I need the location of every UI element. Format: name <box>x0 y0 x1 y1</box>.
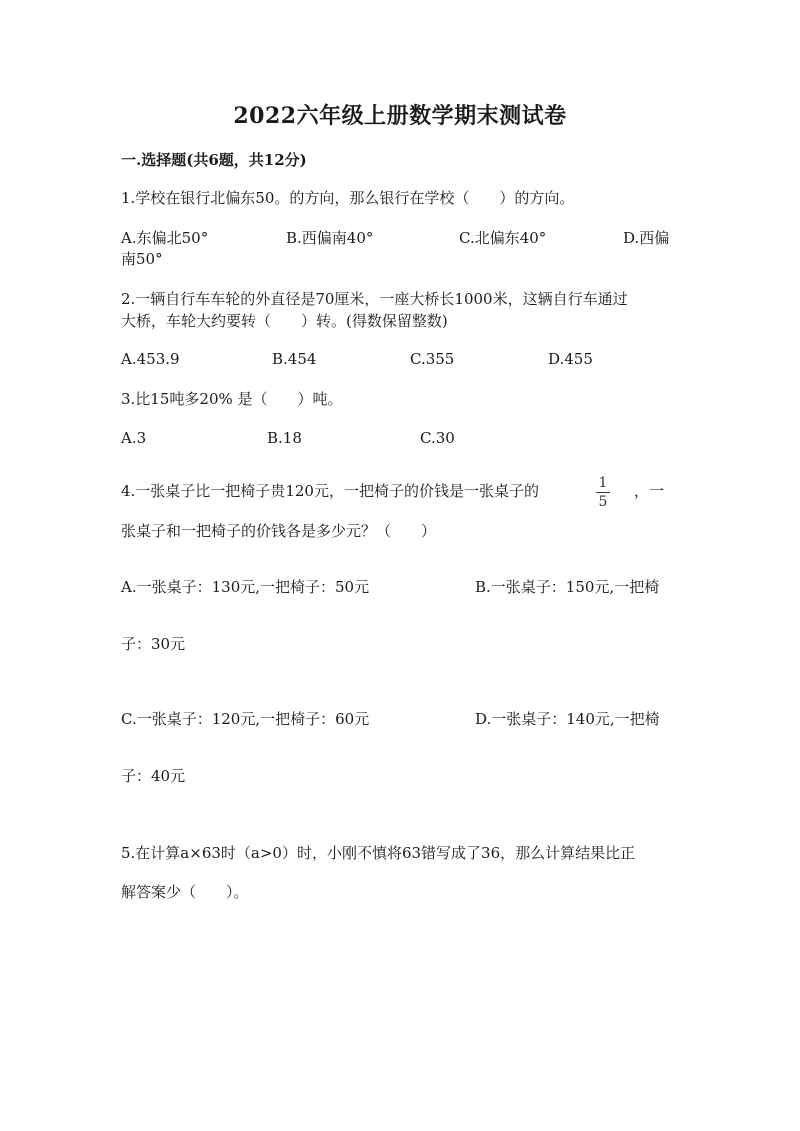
fraction-one-fifth <box>594 475 612 510</box>
question-3-option-c: C.30 <box>420 429 455 447</box>
section-heading: 一.选择题(共6题，共12分) <box>121 151 307 169</box>
question-1-option-a: A.东偏北50° <box>121 229 209 247</box>
question-3-stem: 3.比15吨多20% 是（ ）吨。 <box>121 390 343 408</box>
question-2-stem: 2.一辆自行车车轮的外直径是70厘米，一座大桥长1000米，这辆自行车通过 <box>121 290 628 308</box>
question-2-option-b: B.454 <box>272 350 317 368</box>
question-5-stem: 5.在计算a×63时（a>0）时，小刚不慎将63错写成了36，那么计算结果比正 <box>121 844 636 862</box>
page-title: 2022六年级上册数学期末测试卷 <box>233 103 567 129</box>
question-4-stem: 4.一张桌子比一把椅子贵120元，一把椅子的价钱是一张桌子的 <box>121 482 539 500</box>
question-5-stem-continued: 解答案少（ ）。 <box>121 883 249 901</box>
question-2-option-a: A.453.9 <box>121 350 180 368</box>
question-4-option-a: A.一张桌子：130元,一把椅子：50元 <box>121 578 370 596</box>
question-1-option-b: B.西偏南40° <box>286 229 374 247</box>
question-1-stem: 1.学校在银行北偏东50。的方向，那么银行在学校（ ）的方向。 <box>121 189 575 207</box>
question-2-stem-continued: 大桥，车轮大约要转（ ）转。(得数保留整数) <box>121 312 448 330</box>
question-3-option-a: A.3 <box>121 429 147 447</box>
question-4-option-d-continued: 子：40元 <box>121 767 186 785</box>
fraction-numerator: 1 <box>598 475 608 491</box>
fraction-denominator: 5 <box>598 494 608 510</box>
question-1-option-c: C.北偏东40° <box>459 229 547 247</box>
question-4-option-b: B.一张桌子：150元,一把椅 <box>475 578 660 596</box>
question-1-option-d: D.西偏 <box>623 229 670 247</box>
question-4-option-d: D.一张桌子：140元,一把椅 <box>475 710 660 728</box>
question-4-stem-continued: 张桌子和一把椅子的价钱各是多少元？（ ） <box>121 522 437 540</box>
question-1-option-d-continued: 南50° <box>121 250 163 268</box>
question-2-option-d: D.455 <box>548 350 593 368</box>
question-2-option-c: C.355 <box>410 350 455 368</box>
question-4-option-b-continued: 子：30元 <box>121 635 186 653</box>
question-4-option-c: C.一张桌子：120元,一把椅子：60元 <box>121 710 370 728</box>
fraction-bar <box>596 492 610 493</box>
question-3-option-b: B.18 <box>267 429 302 447</box>
question-4-stem-tail: ，一 <box>634 482 665 500</box>
